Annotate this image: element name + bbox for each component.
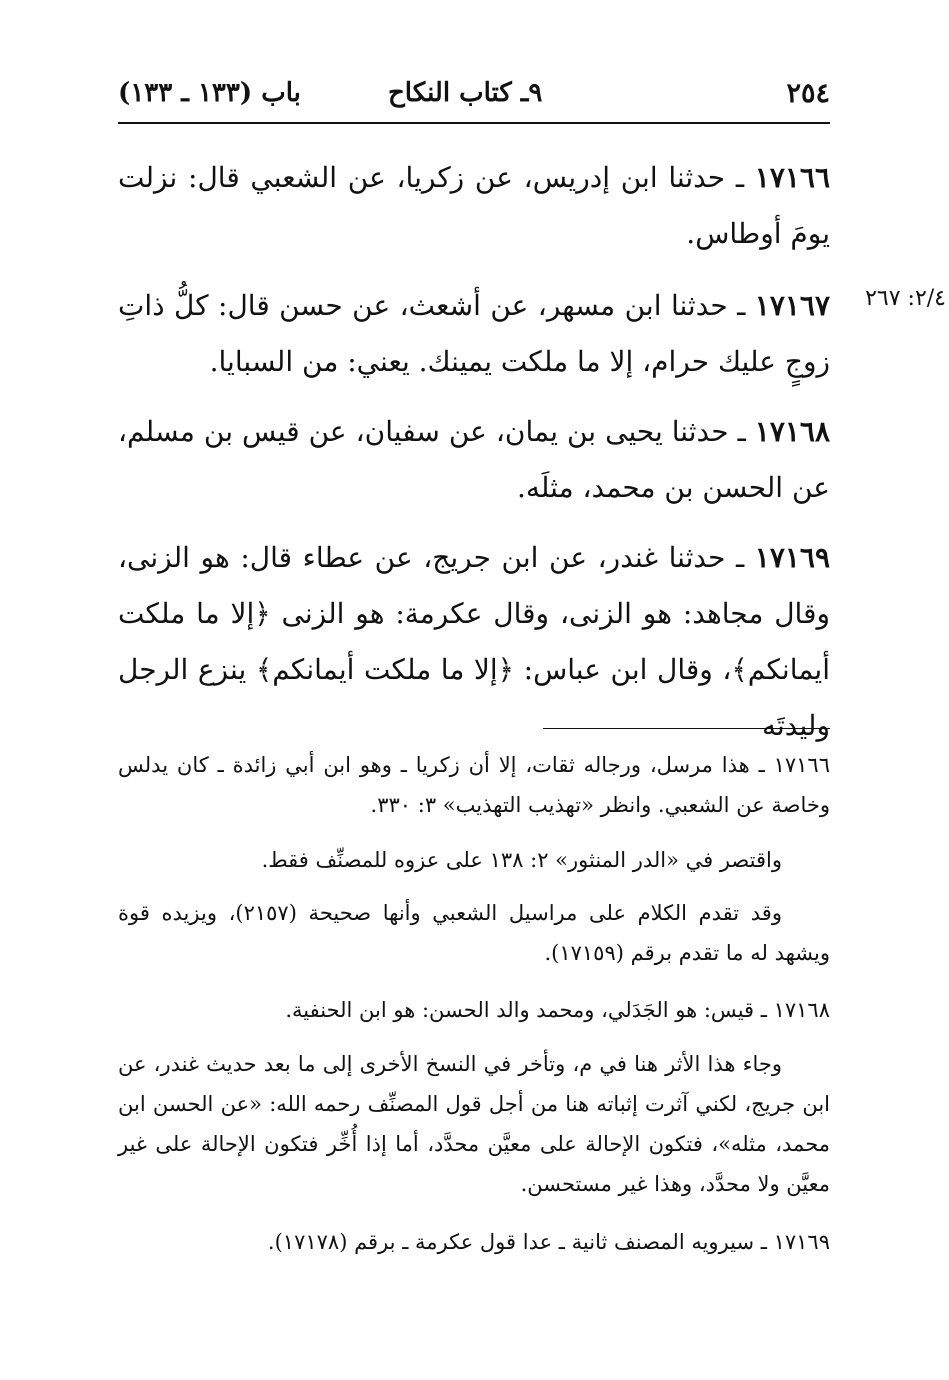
footnote-shabi-mursal: وقد تقدم الكلام على مراسيل الشعبي وأنها صحيحة (٢١٥٧)، ويزيده قوة ويشهد له ما تقدم برقم (١٧١٥٩). <box>118 901 830 965</box>
book-title: ٩ـ كتاب النكاح <box>388 78 543 108</box>
hadith-text: ـ حدثنا ابن مسهر، عن أشعث، عن حسن قال: كلُّ ذاتِ زوجٍ عليك حرام، إلا ما ملكت يمينك. يعني: من السبايا. <box>118 289 830 378</box>
hadith-17169 <box>118 530 830 754</box>
hadith-number: ١٧١٦٩ <box>754 541 830 574</box>
header-divider <box>118 122 830 124</box>
hadith-text: ـ حدثنا يحيى بن يمان، عن سفيان، عن قيس بن مسلم، عن الحسن بن محمد، مثلَه. <box>118 415 830 504</box>
chapter-title: باب (١٣٣ ـ ١٣٣) <box>118 78 301 108</box>
hadith-number: ١٧١٦٦ <box>754 161 830 194</box>
page-header <box>118 78 830 118</box>
footnote-placement-note: وجاء هذا الأثر هنا في م، وتأخر في النسخ الأخرى إلى ما بعد حديث غندر، عن ابن جريج، لكني آثرت إثباته هنا من أجل قول المصنِّف رحمه الله: «عن الحسن ابن محمد، مثله»، فتكون الإحالة على معيَّن محدَّد، أما إذا أُخِّر فتكون الإحالة على غير معيَّن ولا محدَّد، وهذا غير مستحسن. <box>118 1052 830 1196</box>
hadith-17166 <box>118 150 830 262</box>
margin-reference: ٢/٤: ٢٦٧ <box>865 286 946 311</box>
footnote-separator <box>543 728 830 729</box>
hadith-17168 <box>118 404 830 516</box>
page-number: ٢٥٤ <box>786 78 830 109</box>
hadith-17167 <box>118 278 830 390</box>
footnote-17168: ١٧١٦٨ ـ قيس: هو الجَدَلي، ومحمد والد الحسن: هو ابن الحنفية. <box>285 998 830 1022</box>
hadith-text: ـ حدثنا ابن إدريس، عن زكريا، عن الشعبي قال: نزلت يومَ أوطاس. <box>118 161 830 250</box>
footnote-17169: ١٧١٦٩ ـ سيرويه المصنف ثانية ـ عدا قول عكرمة ـ برقم (١٧١٧٨). <box>267 1230 830 1254</box>
hadith-text: ـ حدثنا غندر، عن ابن جريج، عن عطاء قال: هو الزنى، وقال مجاهد: هو الزنى، وقال عكرمة: هو الزنى ﴿إلا ما ملكت أيمانكم﴾، وقال ابن عباس: ﴿إلا ما ملكت أيمانكم﴾ ينزع الرجل وليدتَه <box>118 541 830 742</box>
footnote-dur-manthur: واقتصر في «الدر المنثور» ٢: ١٣٨ على عزوه للمصنِّف فقط. <box>261 848 782 872</box>
hadith-number: ١٧١٦٨ <box>754 415 830 448</box>
footnote-17166: ١٧١٦٦ ـ هذا مرسل، ورجاله ثقات، إلا أن زكريا ـ وهو ابن أبي زائدة ـ كان يدلس وخاصة عن الشعبي. وانظر «تهذيب التهذيب» ٣: ٣٣٠. <box>118 753 830 817</box>
hadith-number: ١٧١٦٧ <box>754 289 830 322</box>
